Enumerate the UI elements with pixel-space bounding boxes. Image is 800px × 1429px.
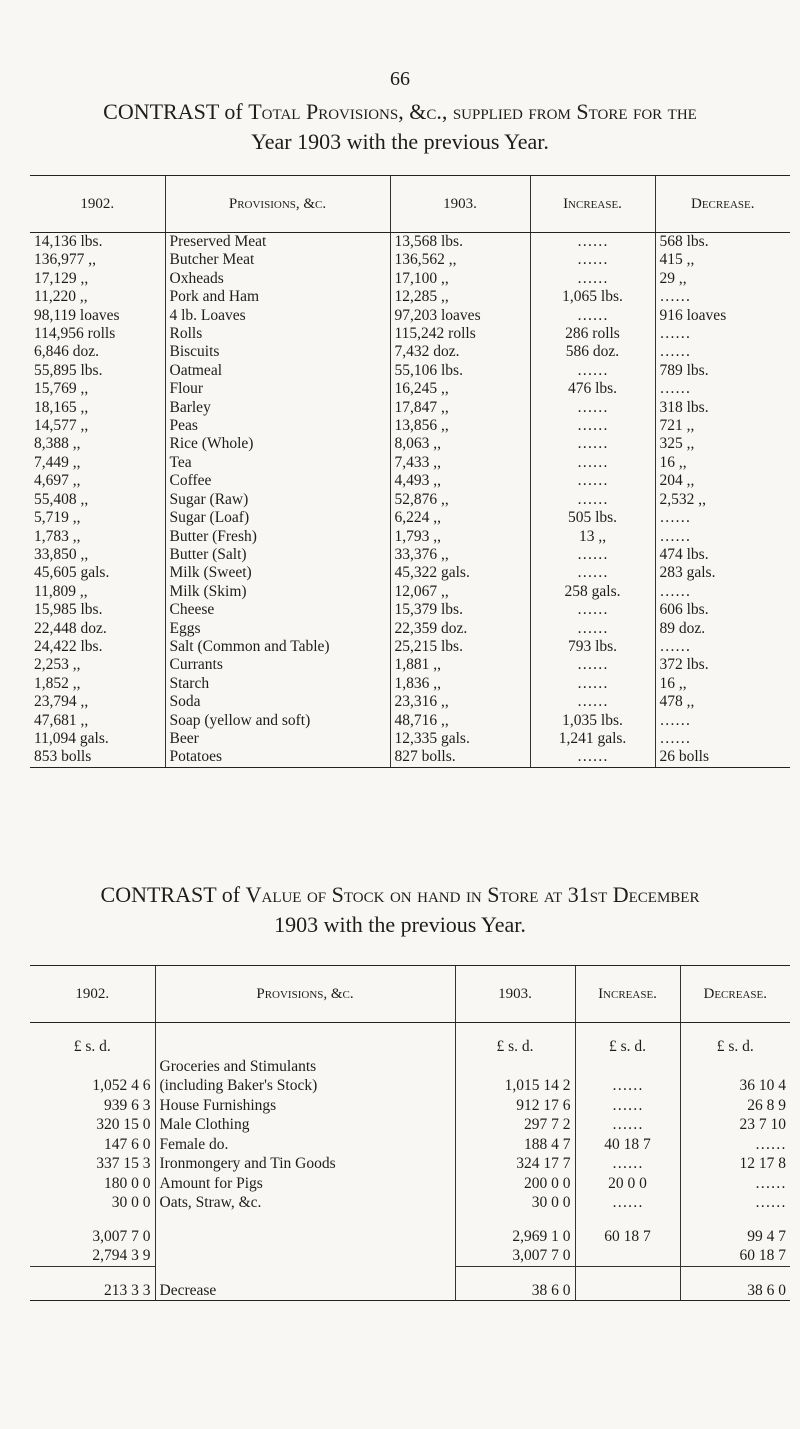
cell-increase: 286 rolls (530, 325, 655, 343)
table-row (30, 601, 790, 619)
cell-1902: 114,956 rolls (34, 325, 116, 343)
cell-1902: 7,449 ,, (34, 453, 81, 471)
cell-item: Tea (165, 454, 390, 472)
cell-decrease: 23 7 10 (680, 1115, 790, 1135)
spacer-row (30, 1023, 790, 1038)
table-row (30, 233, 790, 252)
cell-1902: 180 0 0 (104, 1174, 151, 1192)
cell-1902: 1,052 4 6 (92, 1077, 151, 1094)
cell-decrease: 36 10 4 (680, 1076, 790, 1096)
cell-increase: …… (530, 748, 655, 767)
table-row (30, 1115, 790, 1135)
cell-item: Starch (165, 675, 390, 693)
cell-increase: …… (530, 491, 655, 509)
cell-increase: …… (530, 362, 655, 380)
cell-item: Flour (165, 380, 390, 398)
cell-increase: 793 lbs. (530, 638, 655, 656)
cell-1903: 827 bolls. (390, 748, 530, 767)
currency-1903: £ s. d. (455, 1037, 575, 1057)
cell-1903: 12,285 ,, (390, 288, 530, 306)
cell-increase: …… (530, 307, 655, 325)
cell-1903: 52,876 ,, (390, 491, 530, 509)
cell-increase: …… (575, 1154, 680, 1174)
cell-decrease: …… (655, 509, 790, 527)
cell-1903: 115,242 rolls (390, 325, 530, 343)
cell-item: Pork and Ham (165, 288, 390, 306)
table-row (30, 1174, 790, 1194)
cell-item (155, 1246, 455, 1266)
stock-value-table (30, 965, 790, 1301)
table1-title-main: Total Provisions, &c., supplied from Store for the (248, 99, 697, 124)
cell-increase: …… (530, 601, 655, 619)
cell-1902: 14,577 ,, (34, 417, 89, 435)
cell-decrease: …… (680, 1135, 790, 1155)
cell-1903: 324 17 7 (455, 1154, 575, 1174)
cell-1903: 1,793 ,, (390, 528, 530, 546)
cell-1903: 8,063 ,, (390, 435, 530, 453)
cell-1902: 47,681 ,, (34, 711, 89, 729)
cell-1903: 297 7 2 (455, 1115, 575, 1135)
cell-decrease: 29 ,, (655, 270, 790, 288)
cell-increase: 586 doz. (530, 343, 655, 361)
cell-item: (including Baker's Stock) (155, 1076, 455, 1096)
cell-1902: 11,809 ,, (34, 582, 88, 600)
cell-1903: 200 0 0 (455, 1174, 575, 1194)
col-decrease: Decrease. (655, 176, 790, 233)
cell-1903: 45,322 gals. (390, 564, 530, 582)
cell-decrease: 721 ,, (655, 417, 790, 435)
cell-decrease: 318 lbs. (655, 399, 790, 417)
cell-1902: 2,253 ,, (34, 656, 81, 674)
cell-decrease: 474 lbs. (655, 546, 790, 564)
cell-1903: 912 17 6 (455, 1096, 575, 1116)
cell-increase: …… (530, 472, 655, 490)
cell-item: House Furnishings (155, 1096, 455, 1116)
cell-1903 (455, 1057, 575, 1077)
table-row (30, 712, 790, 730)
cell-1903: 23,316 ,, (390, 693, 530, 711)
col-1903: 1903. (390, 176, 530, 233)
cell-item: Rice (Whole) (165, 435, 390, 453)
cell-decrease: 12 17 8 (680, 1154, 790, 1174)
cell-1903: 12,067 ,, (390, 583, 530, 601)
cell-increase: …… (530, 546, 655, 564)
cell-1902: 5,719 ,, (34, 509, 81, 527)
cell-decrease: 26 8 9 (680, 1096, 790, 1116)
cell-item: Female do. (155, 1135, 455, 1155)
table2-title-of: of (221, 882, 241, 907)
cell-increase: …… (530, 454, 655, 472)
table2-title-main: Value of Stock on hand in Store at 31st December (245, 882, 700, 907)
page-number: 66 (390, 68, 410, 90)
cell-1903: 13,856 ,, (390, 417, 530, 435)
cell-item: 4 lb. Loaves (165, 307, 390, 325)
cell-decrease: …… (680, 1193, 790, 1213)
table-row (30, 343, 790, 361)
currency-row (30, 1037, 790, 1057)
cell-1902: 98,119 loaves (34, 306, 120, 324)
currency-1902: £ s. d. (73, 1038, 111, 1055)
cell-increase: …… (575, 1076, 680, 1096)
cell-1903: 16,245 ,, (390, 380, 530, 398)
cell-decrease: …… (655, 325, 790, 343)
currency-decrease: £ s. d. (680, 1037, 790, 1057)
cell-increase: …… (530, 693, 655, 711)
table-row (30, 546, 790, 564)
table-row (30, 1135, 790, 1155)
cell-increase: …… (530, 233, 655, 252)
cell-1903: 7,432 doz. (390, 343, 530, 361)
cell-decrease: …… (655, 583, 790, 601)
table-row (30, 564, 790, 582)
cell-increase: …… (530, 675, 655, 693)
cell-1902: 14,136 lbs. (34, 233, 103, 250)
cell-1902: 2,794 3 9 (30, 1246, 155, 1266)
cell-item: Salt (Common and Table) (165, 638, 390, 656)
cell-1903: 3,007 7 0 (455, 1246, 575, 1266)
table-row (30, 693, 790, 711)
cell-1902: 4,697 ,, (34, 472, 81, 490)
cell-decrease: …… (655, 343, 790, 361)
cell-1902: 1,783 ,, (34, 527, 81, 545)
cell-item: Preserved Meat (165, 233, 390, 252)
cell-1903: 2,969 1 0 (455, 1227, 575, 1247)
cell-increase: 476 lbs. (530, 380, 655, 398)
spacer-row (30, 1213, 790, 1227)
cell-1903: 17,100 ,, (390, 270, 530, 288)
cell-1903: 48,716 ,, (390, 712, 530, 730)
cell-1902: 15,985 lbs. (34, 601, 103, 619)
table-row (30, 307, 790, 325)
cell-item: Ironmongery and Tin Goods (155, 1154, 455, 1174)
cell-1902: 1,852 ,, (34, 674, 81, 692)
table2-title-lead: CONTRAST (100, 882, 217, 907)
provisions-header-row (30, 176, 790, 233)
cell-1903: 22,359 doz. (390, 620, 530, 638)
cell-increase: 1,241 gals. (530, 730, 655, 748)
cell-1902: 6,846 doz. (34, 343, 100, 361)
cell-item: Currants (165, 656, 390, 674)
cell-1902: 853 bolls (30, 748, 165, 767)
cell-item: Oats, Straw, &c. (155, 1193, 455, 1213)
cell-decrease: …… (680, 1174, 790, 1194)
table-row (30, 362, 790, 380)
table-row (30, 491, 790, 509)
cell-item: Butter (Fresh) (165, 528, 390, 546)
cell-1902: 939 6 3 (104, 1096, 151, 1114)
table-row (30, 251, 790, 269)
cell-decrease: 204 ,, (655, 472, 790, 490)
table-row (30, 288, 790, 306)
cell-item: Coffee (165, 472, 390, 490)
cell-increase: 60 18 7 (575, 1227, 680, 1247)
cell-1903: 188 4 7 (455, 1135, 575, 1155)
cell-decrease: 99 4 7 (680, 1227, 790, 1247)
col-1902: 1902. (30, 966, 155, 1023)
stock-header-row (30, 966, 790, 1023)
table1-title (0, 97, 800, 127)
cell-increase (575, 1246, 680, 1266)
cell-decrease: …… (655, 730, 790, 748)
col-decrease: Decrease. (680, 966, 790, 1023)
table2-title-line2: 1903 with the previous Year. (274, 912, 526, 937)
table-row (30, 1076, 790, 1096)
table1-title-line2: Year 1903 with the previous Year. (251, 129, 549, 154)
cell-increase: …… (575, 1193, 680, 1213)
table-row (30, 1057, 790, 1077)
cell-1902: 55,408 ,, (34, 490, 89, 508)
table-row (30, 472, 790, 490)
cell-decrease: 2,532 ,, (655, 491, 790, 509)
cell-decrease: 89 doz. (655, 620, 790, 638)
cell-item: Amount for Pigs (155, 1174, 455, 1194)
table-row (30, 730, 790, 748)
cell-item: Groceries and Stimulants (155, 1057, 455, 1077)
cell-decrease: …… (655, 288, 790, 306)
cell-item: Rolls (165, 325, 390, 343)
cell-1903: 33,376 ,, (390, 546, 530, 564)
cell-1902: 55,895 lbs. (34, 361, 103, 379)
cell-decrease: 16 ,, (655, 454, 790, 472)
cell-decrease (680, 1057, 790, 1077)
cell-1902: 3,007 7 0 (92, 1227, 151, 1245)
cell-increase: …… (530, 251, 655, 269)
cell-decrease: 16 ,, (655, 675, 790, 693)
cell-decrease: …… (655, 638, 790, 656)
cell-decrease: 415 ,, (655, 251, 790, 269)
cell-1902: 337 15 3 (96, 1155, 151, 1172)
cell-decrease: 283 gals. (655, 564, 790, 582)
table-row (30, 435, 790, 453)
cell-1903: 30 0 0 (455, 1193, 575, 1213)
table-row (30, 748, 790, 767)
col-provisions: Provisions, &c. (165, 176, 390, 233)
provisions-table (30, 175, 790, 768)
table-row (30, 620, 790, 638)
cell-1902: 213 3 3 (30, 1281, 155, 1301)
cell-increase: …… (530, 399, 655, 417)
cell-decrease: 60 18 7 (680, 1246, 790, 1266)
cell-1903: 1,015 14 2 (455, 1076, 575, 1096)
total-row (30, 1227, 790, 1247)
cell-item: Oxheads (165, 270, 390, 288)
cell-increase (575, 1057, 680, 1077)
cell-item: Oatmeal (165, 362, 390, 380)
final-row (30, 1281, 790, 1301)
cell-item: Beer (165, 730, 390, 748)
cell-item: Decrease (155, 1281, 455, 1301)
cell-item: Soap (yellow and soft) (165, 712, 390, 730)
cell-1903: 4,493 ,, (390, 472, 530, 490)
cell-increase: 505 lbs. (530, 509, 655, 527)
cell-item: Butcher Meat (165, 251, 390, 269)
currency-increase: £ s. d. (575, 1037, 680, 1057)
table-row (30, 528, 790, 546)
cell-1903: 17,847 ,, (390, 399, 530, 417)
table-row (30, 1193, 790, 1213)
col-1902: 1902. (30, 176, 165, 233)
col-increase: Increase. (575, 966, 680, 1023)
total-row (30, 1246, 790, 1266)
table2-title (0, 880, 800, 910)
table-row (30, 638, 790, 656)
cell-1903: 15,379 lbs. (390, 601, 530, 619)
cell-1903: 97,203 loaves (390, 307, 530, 325)
cell-item: Milk (Sweet) (165, 564, 390, 582)
cell-1902: 30 0 0 (111, 1194, 151, 1211)
cell-item: Eggs (165, 620, 390, 638)
cell-decrease: 916 loaves (655, 307, 790, 325)
cell-1902: 45,605 gals. (34, 564, 110, 582)
cell-1902: 24,422 lbs. (34, 637, 103, 655)
table1-title-of: of (224, 99, 243, 124)
cell-1902: 320 15 0 (96, 1116, 151, 1133)
cell-1903: 7,433 ,, (390, 454, 530, 472)
cell-item: Peas (165, 417, 390, 435)
cell-increase: 20 0 0 (575, 1174, 680, 1194)
cell-1903: 1,836 ,, (390, 675, 530, 693)
cell-1902: 11,094 gals. (34, 729, 109, 747)
cell-1903: 55,106 lbs. (390, 362, 530, 380)
cell-1902: 23,794 ,, (34, 693, 89, 711)
table-row (30, 1096, 790, 1116)
cell-1903: 1,881 ,, (390, 656, 530, 674)
cell-1902: 11,220 ,, (34, 288, 88, 306)
table-row (30, 325, 790, 343)
cell-item: Soda (165, 693, 390, 711)
cell-decrease: 478 ,, (655, 693, 790, 711)
cell-decrease: …… (655, 712, 790, 730)
cell-decrease: 38 6 0 (680, 1281, 790, 1301)
cell-1902: 33,850 ,, (34, 545, 89, 563)
cell-1903: 136,562 ,, (390, 251, 530, 269)
cell-1902: 17,129 ,, (34, 269, 89, 287)
cell-increase: …… (575, 1115, 680, 1135)
cell-increase: 13 ,, (530, 528, 655, 546)
cell-1902: 15,769 ,, (34, 380, 89, 398)
cell-increase: …… (530, 417, 655, 435)
cell-1903: 38 6 0 (455, 1281, 575, 1301)
cell-1902: 22,448 doz. (34, 619, 107, 637)
cell-item: Cheese (165, 601, 390, 619)
table-row (30, 270, 790, 288)
cell-item: Sugar (Loaf) (165, 509, 390, 527)
cell-increase: 1,035 lbs. (530, 712, 655, 730)
cell-increase: …… (530, 656, 655, 674)
table-row (30, 399, 790, 417)
cell-1902: 147 6 0 (104, 1135, 151, 1153)
cell-item: Butter (Salt) (165, 546, 390, 564)
cell-increase: …… (575, 1096, 680, 1116)
cell-decrease: 568 lbs. (655, 233, 790, 252)
table-row (30, 583, 790, 601)
cell-decrease: 606 lbs. (655, 601, 790, 619)
cell-item: Male Clothing (155, 1115, 455, 1135)
cell-decrease: 26 bolls (655, 748, 790, 767)
cell-1902: 136,977 ,, (34, 251, 96, 269)
cell-increase: 1,065 lbs. (530, 288, 655, 306)
table-row (30, 675, 790, 693)
col-1903: 1903. (455, 966, 575, 1023)
table-row (30, 454, 790, 472)
cell-item: Potatoes (165, 748, 390, 767)
cell-decrease: …… (655, 380, 790, 398)
cell-decrease: …… (655, 528, 790, 546)
col-provisions: Provisions, &c. (155, 966, 455, 1023)
cell-1902: 18,165 ,, (34, 398, 89, 416)
cell-1903: 12,335 gals. (390, 730, 530, 748)
cell-item (155, 1227, 455, 1247)
col-increase: Increase. (530, 176, 655, 233)
cell-1902: 8,388 ,, (34, 435, 81, 453)
cell-decrease: 372 lbs. (655, 656, 790, 674)
cell-increase: …… (530, 270, 655, 288)
cell-1902 (30, 1057, 155, 1077)
cell-decrease: 789 lbs. (655, 362, 790, 380)
cell-increase: …… (530, 435, 655, 453)
cell-increase (575, 1281, 680, 1301)
cell-increase: 258 gals. (530, 583, 655, 601)
table-row (30, 380, 790, 398)
cell-decrease: 325 ,, (655, 435, 790, 453)
table1-title-lead: CONTRAST (103, 99, 219, 124)
spacer-row (30, 1266, 790, 1281)
table-row (30, 656, 790, 674)
table-row (30, 417, 790, 435)
cell-increase: …… (530, 620, 655, 638)
cell-increase: 40 18 7 (575, 1135, 680, 1155)
cell-1903: 6,224 ,, (390, 509, 530, 527)
table-row (30, 509, 790, 527)
cell-increase: …… (530, 564, 655, 582)
cell-1903: 25,215 lbs. (390, 638, 530, 656)
cell-item: Biscuits (165, 343, 390, 361)
table-row (30, 1154, 790, 1174)
cell-1903: 13,568 lbs. (390, 233, 530, 252)
cell-item: Sugar (Raw) (165, 491, 390, 509)
cell-item: Barley (165, 399, 390, 417)
cell-item: Milk (Skim) (165, 583, 390, 601)
